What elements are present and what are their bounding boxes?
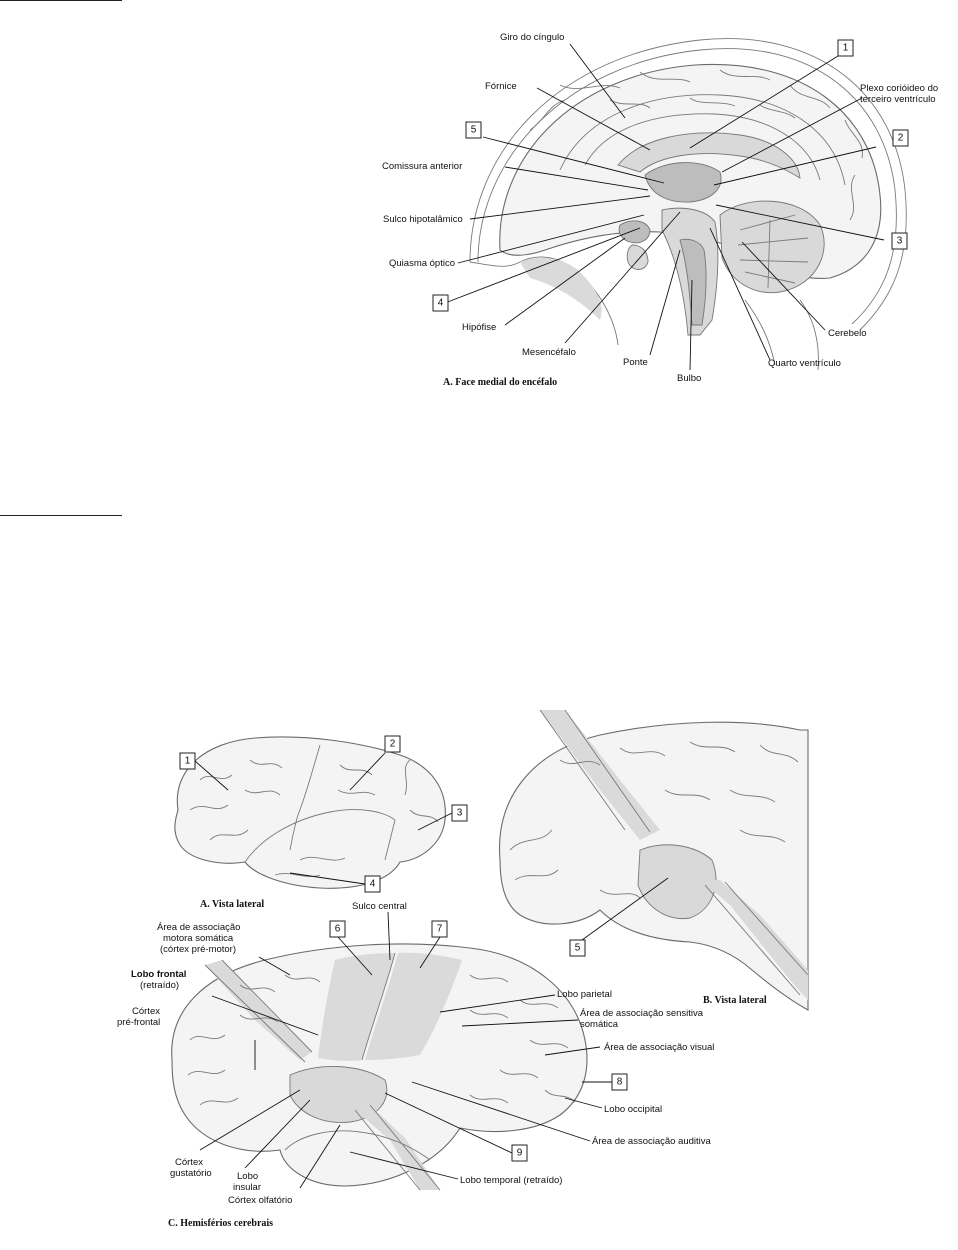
label-cortex-pre-frontal-line2: pré-frontal xyxy=(117,1017,161,1028)
figure-b-box-7 xyxy=(432,921,447,937)
svg-text:7: 7 xyxy=(436,923,443,935)
figure-b-box-3 xyxy=(452,805,467,821)
figure-a-box-5 xyxy=(466,122,481,138)
caption-face-medial: A. Face medial do encéfalo xyxy=(443,377,558,388)
svg-text:5: 5 xyxy=(470,124,477,136)
figure-b-box-1 xyxy=(180,753,195,769)
label-bulbo: Bulbo xyxy=(677,373,702,384)
label-quarto-ventriculo: Quarto ventrículo xyxy=(768,358,841,369)
svg-text:2: 2 xyxy=(897,132,904,144)
label-area-motora-line1: Área de associação xyxy=(157,922,241,933)
label-area-motora-line2: motora somática xyxy=(163,933,234,944)
label-quiasma-optico: Quiasma óptico xyxy=(389,258,456,269)
label-area-auditiva: Área de associação auditiva xyxy=(592,1136,711,1147)
figure-b-box-6 xyxy=(330,921,345,937)
label-cerebelo: Cerebelo xyxy=(828,328,867,339)
label-lobo-frontal-line2: (retraído) xyxy=(140,980,180,991)
label-area-sensitiva-line1: Área de associação sensitiva xyxy=(580,1008,704,1019)
label-lobo-parietal: Lobo parietal xyxy=(557,989,612,1000)
label-lobo-insular-line1: Lobo xyxy=(237,1171,259,1182)
label-area-sensitiva-line2: somática xyxy=(580,1019,619,1030)
label-cortex-olfatorio: Córtex olfatório xyxy=(228,1195,293,1206)
caption-hemisferios-cerebrais: C. Hemisférios cerebrais xyxy=(168,1218,274,1229)
label-cortex-pre-frontal-line1: Córtex xyxy=(132,1006,160,1017)
label-area-motora-line3: (córtex pré-motor) xyxy=(160,944,237,955)
svg-text:3: 3 xyxy=(456,807,463,819)
figure-b-box-9 xyxy=(512,1145,527,1161)
label-plexo-line2: terceiro ventrículo xyxy=(860,94,936,105)
figure-b-box-8 xyxy=(612,1074,627,1090)
figure-a-box-2 xyxy=(893,130,908,146)
svg-text:8: 8 xyxy=(616,1076,623,1088)
svg-text:3: 3 xyxy=(896,235,903,247)
label-ponte: Ponte xyxy=(623,357,648,368)
label-area-visual: Área de associação visual xyxy=(604,1042,715,1053)
caption-vista-lateral-a: A. Vista lateral xyxy=(200,899,265,910)
label-hipofise: Hipófise xyxy=(462,322,497,333)
label-lobo-frontal-line1: Lobo frontal xyxy=(131,969,187,980)
lateral-brain-small-illustration xyxy=(175,737,445,888)
label-lobo-occipital: Lobo occipital xyxy=(604,1104,663,1115)
svg-text:4: 4 xyxy=(369,878,376,890)
figure-b-box-2 xyxy=(385,736,400,752)
svg-text:2: 2 xyxy=(389,738,396,750)
label-sulco-central: Sulco central xyxy=(352,901,407,912)
figure-a-box-4 xyxy=(433,295,448,311)
label-cortex-gustatorio-line1: Córtex xyxy=(175,1157,203,1168)
label-comissura-anterior: Comissura anterior xyxy=(382,161,463,172)
figure-b-box-5 xyxy=(570,940,585,956)
label-mesencefalo: Mesencéfalo xyxy=(522,347,576,358)
svg-text:9: 9 xyxy=(516,1147,523,1159)
label-lobo-temporal: Lobo temporal (retraído) xyxy=(460,1175,563,1186)
figure-b-box-4 xyxy=(365,876,380,892)
lateral-brain-closeup-illustration xyxy=(500,710,808,1010)
svg-text:1: 1 xyxy=(842,42,849,54)
svg-text:1: 1 xyxy=(184,755,191,767)
label-plexo-line1: Plexo corióideo do xyxy=(860,83,939,94)
label-fornice: Fórnice xyxy=(485,81,517,92)
label-sulco-hipotalamico: Sulco hipotalâmico xyxy=(383,214,463,225)
label-lobo-insular-line2: insular xyxy=(233,1182,261,1193)
label-cortex-gustatorio-line2: gustatório xyxy=(170,1168,212,1179)
medial-brain-illustration xyxy=(470,39,906,370)
figure-a-box-3 xyxy=(892,233,907,249)
label-giro-cingulo: Giro do cíngulo xyxy=(500,32,565,43)
svg-text:5: 5 xyxy=(574,942,581,954)
caption-vista-lateral-b: B. Vista lateral xyxy=(703,995,767,1006)
figure-a-box-1 xyxy=(838,40,853,56)
svg-text:4: 4 xyxy=(437,297,444,309)
svg-text:6: 6 xyxy=(334,923,341,935)
